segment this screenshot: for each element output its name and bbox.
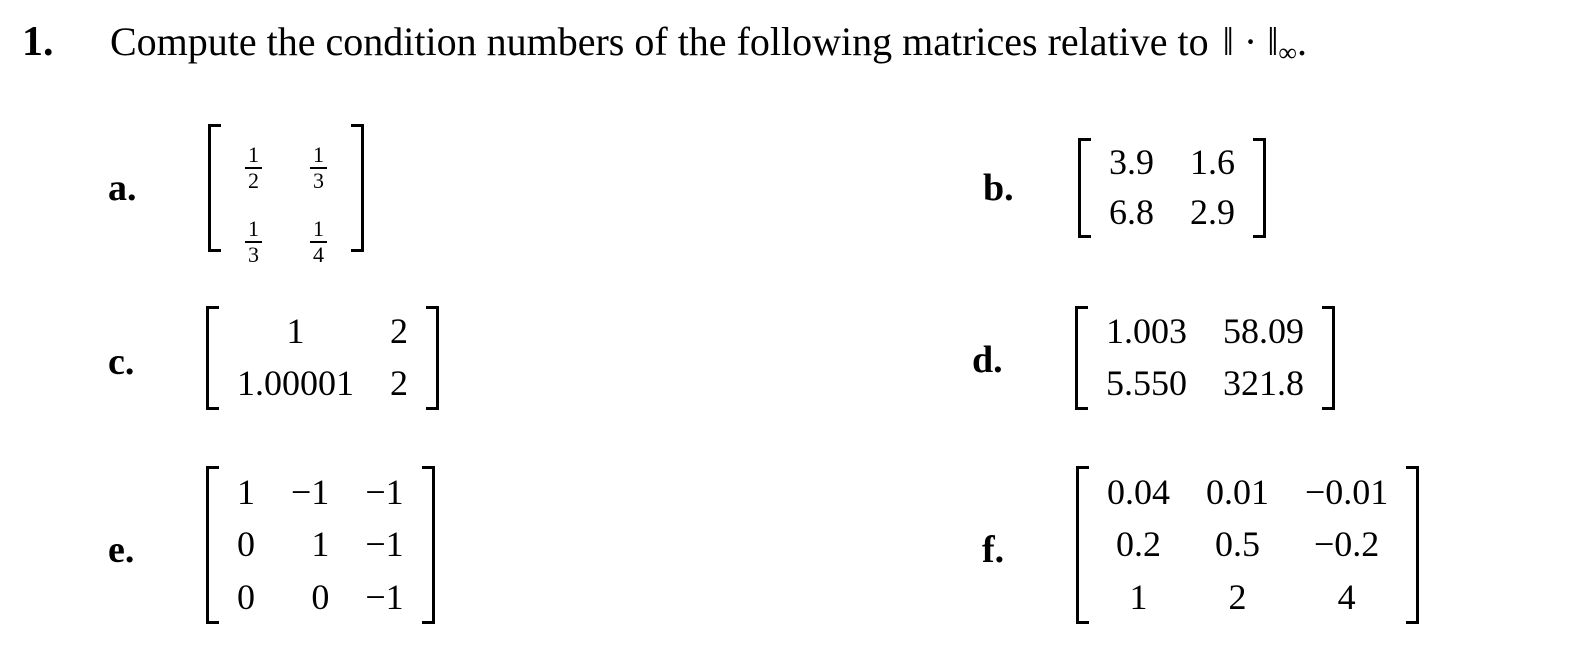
right-bracket [426,306,439,410]
matrix-cell: 0.04 [1107,471,1170,512]
matrix-cell: 3.9 [1109,142,1154,183]
matrix-b-table [1091,138,1253,238]
problem-number: 1. [22,19,54,65]
matrix-cell: 1.6 [1190,142,1235,183]
matrix-cell: 1 [237,471,255,512]
matrix-cell: 0.2 [1116,524,1161,565]
part-a-label: a. [108,167,137,209]
matrix-cell: 6.8 [1109,192,1154,233]
matrix-cell: 1.00001 [237,363,354,404]
matrix-row [1091,188,1253,238]
matrix-row [219,466,422,519]
matrix-f [1076,466,1419,624]
matrix-row [1089,571,1406,624]
right-bracket [1253,138,1266,238]
matrix-f-table [1089,466,1406,624]
matrix-e-table [219,466,422,624]
matrix-cell: −0.01 [1305,471,1389,512]
statement-text: Compute the condition numbers of the following matrices relative to [110,19,1209,64]
matrix-cell: −1 [291,471,330,512]
matrix-d-table [1088,306,1322,410]
matrix-cell: 0 [311,576,330,617]
part-d-label: d. [972,339,1003,381]
matrix-cell: 2.9 [1190,192,1235,233]
matrix-a [208,124,364,267]
statement-period: . [1296,19,1307,64]
part-c-label: c. [108,341,135,383]
matrix-row [219,519,422,572]
matrix-cell: 5.550 [1106,363,1187,404]
matrix-cell: −1 [365,524,404,565]
left-bracket [206,466,219,624]
matrix-d [1075,306,1335,410]
matrix-cell: −1 [365,576,404,617]
right-bracket [1322,306,1335,410]
matrix-row [219,358,426,410]
matrix-row [1088,306,1322,358]
matrix-cell: 58.09 [1223,311,1304,352]
matrix-cell: 321.8 [1223,363,1304,404]
matrix-row [219,571,422,624]
matrix-e [206,466,435,624]
norm-subscript: ∞ [1278,38,1297,67]
matrix-cell: 4 [1337,576,1356,617]
problem-statement [110,18,1307,68]
matrix-cell: 2 [1228,576,1247,617]
matrix-cell: 1 [1129,576,1148,617]
matrix-cell: 1 [311,524,330,565]
matrix-row [1089,466,1406,519]
part-b-label: b. [983,167,1014,209]
matrix-cell: 2 [390,363,408,404]
left-bracket [1078,138,1091,238]
right-bracket [422,466,435,624]
matrix-cell: 1 [286,311,305,352]
matrix-c-table [219,306,426,410]
matrix-cell: 0.5 [1215,524,1260,565]
matrix-row [1089,519,1406,572]
matrix-row [221,124,351,198]
norm-symbol: ‖ · ‖ [1222,19,1279,64]
matrix-a-table [221,124,351,272]
left-bracket [206,306,219,410]
matrix-cell: 1.003 [1106,311,1187,352]
matrix-row [1088,358,1322,410]
matrix-cell: $\frac{1}{2}$ [221,124,286,198]
matrix-cell: 0.01 [1206,471,1269,512]
part-f-label: f. [982,529,1005,571]
part-e-label: e. [108,529,135,571]
matrix-cell: 0 [237,576,255,617]
matrix-cell: $\frac{1}{4}$ [286,198,351,272]
matrix-cell: 2 [390,311,408,352]
matrix-cell: $\frac{1}{3}$ [221,198,286,272]
matrix-cell: −1 [365,471,404,512]
matrix-row [221,198,351,272]
left-bracket [1076,466,1089,624]
matrix-cell: 0 [237,524,255,565]
left-bracket [1075,306,1088,410]
matrix-c [206,306,439,410]
matrix-cell: $\frac{1}{3}$ [286,124,351,198]
matrix-row [219,306,426,358]
matrix-b [1078,138,1266,238]
right-bracket [1406,466,1419,624]
matrix-row [1091,138,1253,188]
matrix-cell: −0.2 [1314,524,1380,565]
left-bracket [208,124,221,252]
right-bracket [351,124,364,252]
